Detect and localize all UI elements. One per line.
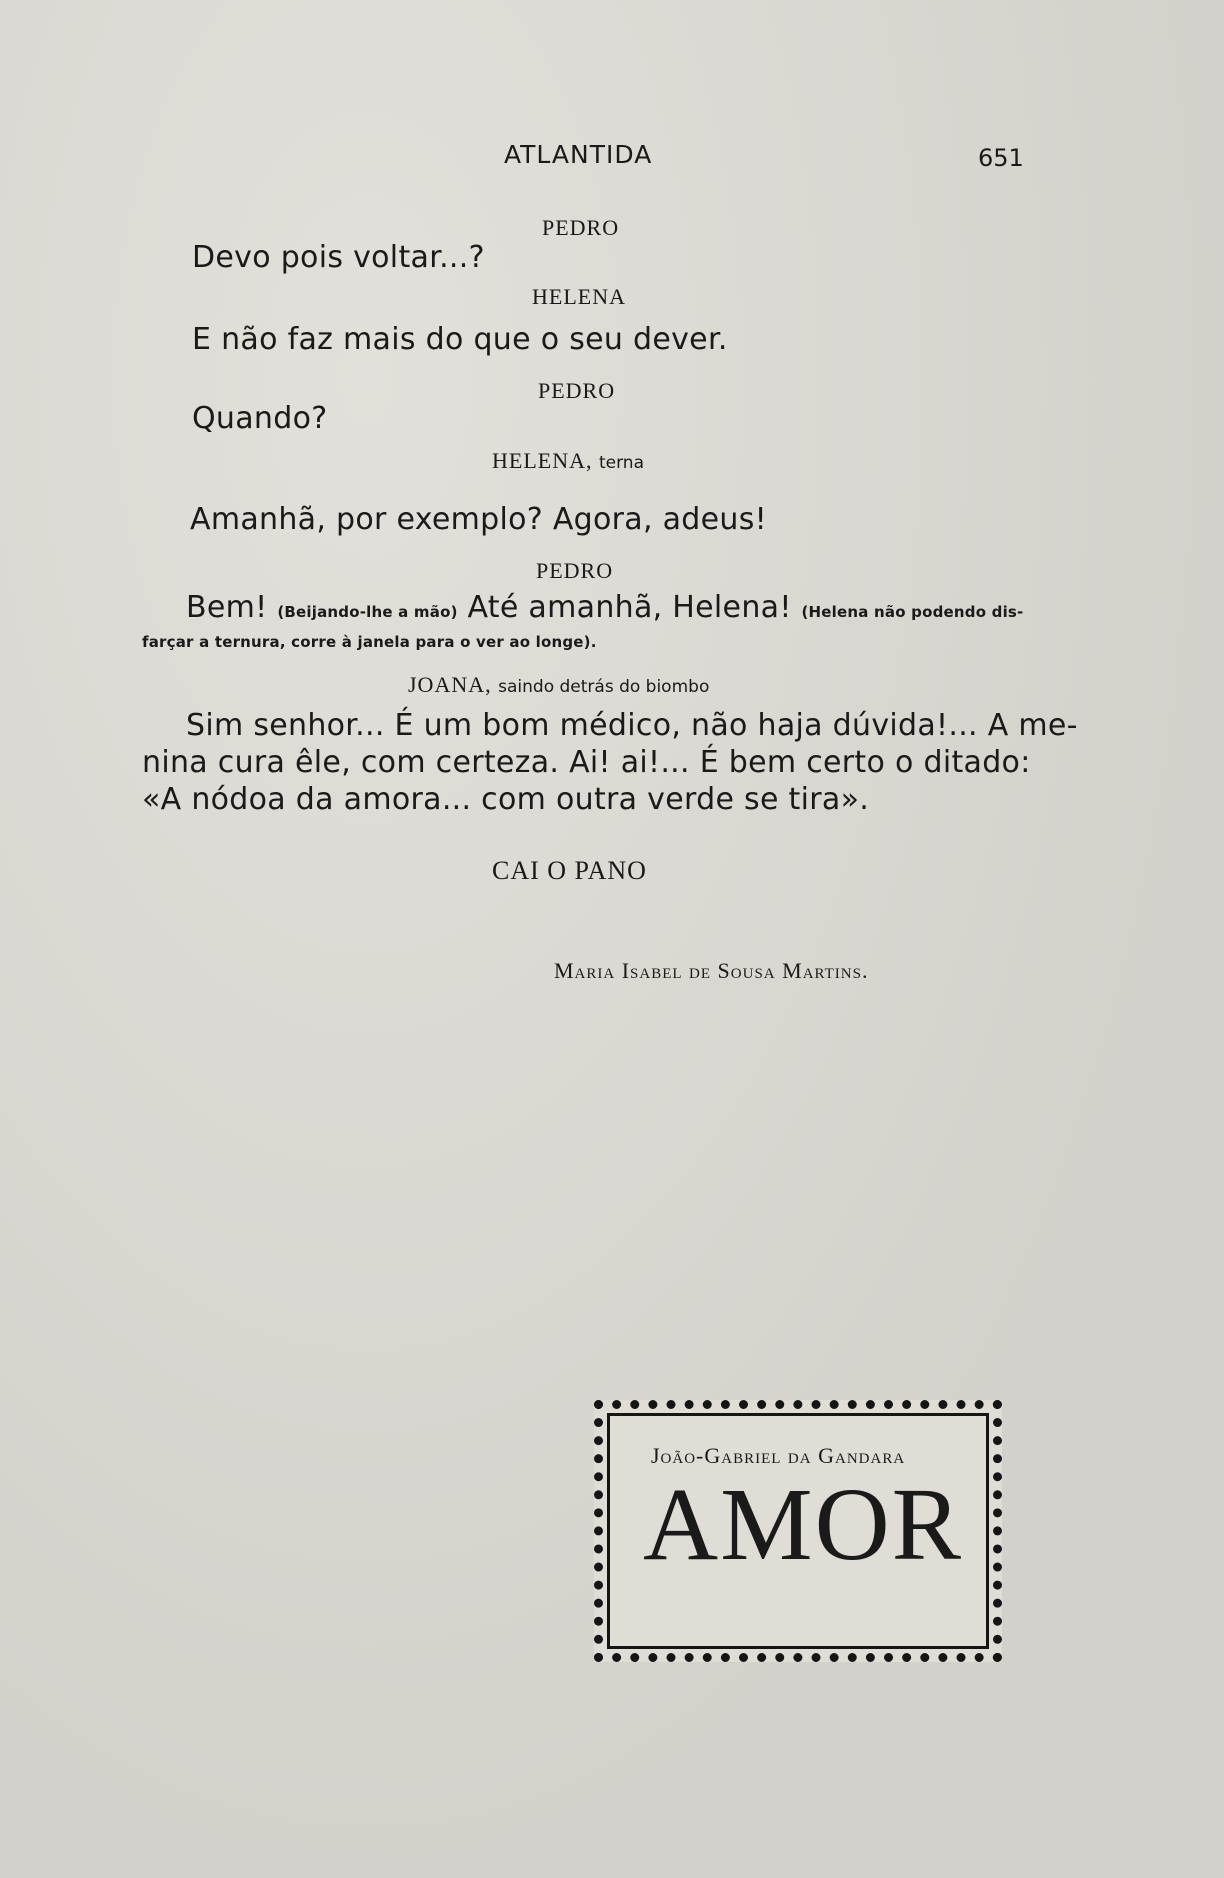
author-signature: Maria Isabel de Sousa Martins. xyxy=(554,958,869,983)
speaker-label: JOANA, xyxy=(408,672,492,697)
book-advertisement xyxy=(594,1400,1002,1662)
stage-direction: farçar a ternura, corre à janela para o ver ao longe). xyxy=(142,633,597,651)
dialogue-line: nina cura êle, com certeza. Ai! ai!... É bem certo o ditado: xyxy=(142,745,1031,780)
speaker-name xyxy=(408,672,709,698)
speaker-name xyxy=(538,378,615,404)
page-number: 651 xyxy=(978,144,1024,172)
advertised-book-author: João-Gabriel da Gandara xyxy=(651,1443,906,1468)
speaker-name xyxy=(536,558,613,584)
speaker-label: PEDRO xyxy=(538,378,616,403)
dialogue-text: Até amanhã, Helena! xyxy=(467,590,792,625)
dialogue-line: Quando? xyxy=(192,401,328,436)
speaker-name xyxy=(532,284,626,310)
dialogue-line: «A nódoa da amora... com outra verde se tira». xyxy=(142,782,870,817)
speaker-name xyxy=(492,448,644,474)
stage-direction: (Beijando-lhe a mão) xyxy=(277,603,458,621)
dialogue-text: Bem! xyxy=(186,590,268,625)
dialogue-line xyxy=(186,590,1023,625)
speaker-label: HELENA, xyxy=(492,448,593,473)
advertised-book-title: AMOR xyxy=(643,1467,964,1582)
speaker-stage-note: terna xyxy=(598,453,644,473)
closing-stage-direction: CAI O PANO xyxy=(492,856,647,885)
speaker-label: HELENA xyxy=(532,284,626,309)
speaker-stage-note: saindo detrás do biombo xyxy=(498,677,710,697)
stage-direction: (Helena não podendo dis- xyxy=(801,603,1024,621)
speaker-label: PEDRO xyxy=(536,558,614,583)
dialogue-line: E não faz mais do que o seu dever. xyxy=(192,322,728,357)
speaker-name xyxy=(542,215,619,241)
speaker-label: PEDRO xyxy=(542,215,620,240)
running-title: ATLANTIDA xyxy=(504,140,653,169)
dialogue-line: Sim senhor... É um bom médico, não haja dúvida!... A me- xyxy=(186,708,1078,743)
dialogue-line: Amanhã, por exemplo? Agora, adeus! xyxy=(190,502,767,537)
dialogue-line: Devo pois voltar...? xyxy=(192,240,485,275)
